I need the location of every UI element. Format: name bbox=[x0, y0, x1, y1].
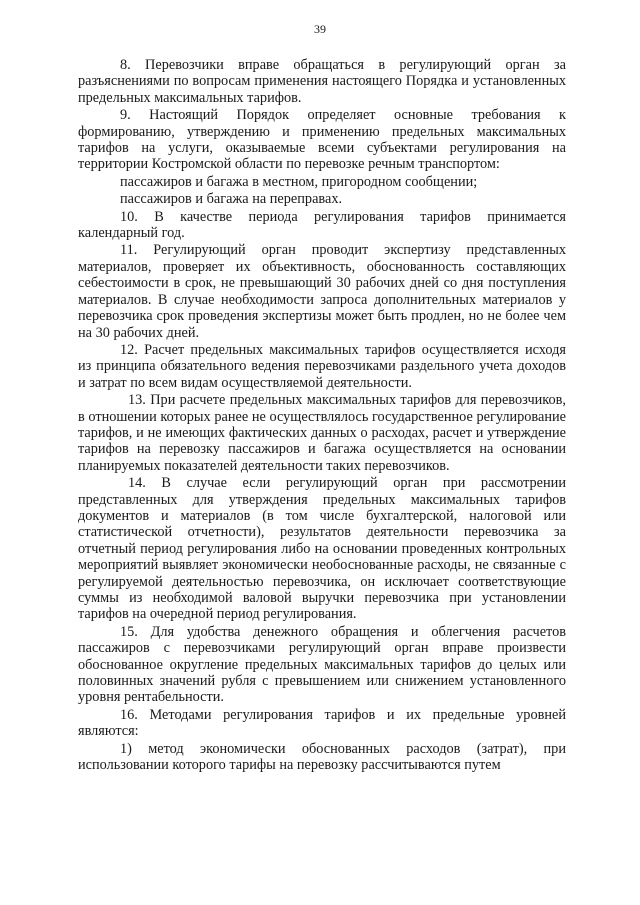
list-item-ferry-transport: пассажиров и багажа на переправах. bbox=[120, 191, 343, 208]
paragraph-9: 9. Настоящий Порядок определяет основные требования к формированию, утверждению и применению предельных максимальных тарифов на услуги, оказываемые всеми субъектами регулирования на территории Костромской области по перевозке речным транспортом: bbox=[78, 107, 566, 173]
paragraph-16-method-1: 1) метод экономически обоснованных расходов (затрат), при использовании которого тарифы на перевозку рассчитываются путем bbox=[78, 740, 566, 774]
paragraph-10: 10. В качестве периода регулирования тарифов принимается календарный год. bbox=[78, 208, 566, 242]
list-item-local-transport: пассажиров и багажа в местном, пригородном сообщении; bbox=[120, 173, 478, 190]
paragraph-15: 15. Для удобства денежного обращения и облегчения расчетов пассажиров с перевозчиками регулирующий орган вправе произвести обоснованное округление предельных максимальных тарифов до целых или половинных значений рубля с превышением или снижением установленного уровня рентабельности. bbox=[78, 623, 566, 706]
paragraph-8: 8. Перевозчики вправе обращаться в регулирующий орган за разъяснениями по вопросам применения настоящего Порядка и установленных предельных максимальных тарифов. bbox=[78, 57, 566, 106]
paragraph-12: 12. Расчет предельных максимальных тарифов осуществляется исходя из принципа обязательного ведения перевозчиками раздельного учета доходов и затрат по всем видам осуществляемой деятельности. bbox=[78, 341, 566, 391]
paragraph-14: 14. В случае если регулирующий орган при рассмотрении представленных для утверждения предельных максимальных тарифов документов и материалов (в том числе бухгалтерской, налоговой или статистической отчетности), результатов деятельности перевозчика за отчетный период регулирования либо на основании проведенных контрольных мероприятий выявляет экономически необоснованные расходы, не связанные с регулируемой деятельностью перевозчика, он исключает соответствующие суммы из необходимой валовой выручки перевозчика при установлении тарифов на очередной период регулирования. bbox=[78, 475, 566, 623]
paragraph-11: 11. Регулирующий орган проводит экспертизу представленных материалов, проверяет их объективность, обоснованность составляющих себестоимости в срок, не превышающий 30 рабочих дней со дня поступления материалов. В случае необходимости запроса дополнительных материалов у перевозчика срок проведения экспертизы может быть продлен, но не более чем на 30 рабочих дней. bbox=[78, 242, 566, 341]
paragraph-13: 13. При расчете предельных максимальных тарифов для перевозчиков, в отношении которых ранее не осуществлялось государственное регулирование тарифов, и не имеющих фактических данных о расходах, расчет и утверждение тарифов на перевозку пассажиров и багажа осуществляется на основании планируемых показателей деятельности таких перевозчиков. bbox=[78, 392, 566, 474]
page-number: 39 bbox=[314, 22, 326, 36]
paragraph-16: 16. Методами регулирования тарифов и их предельные уровней являются: bbox=[78, 706, 566, 740]
document-body bbox=[78, 57, 566, 774]
